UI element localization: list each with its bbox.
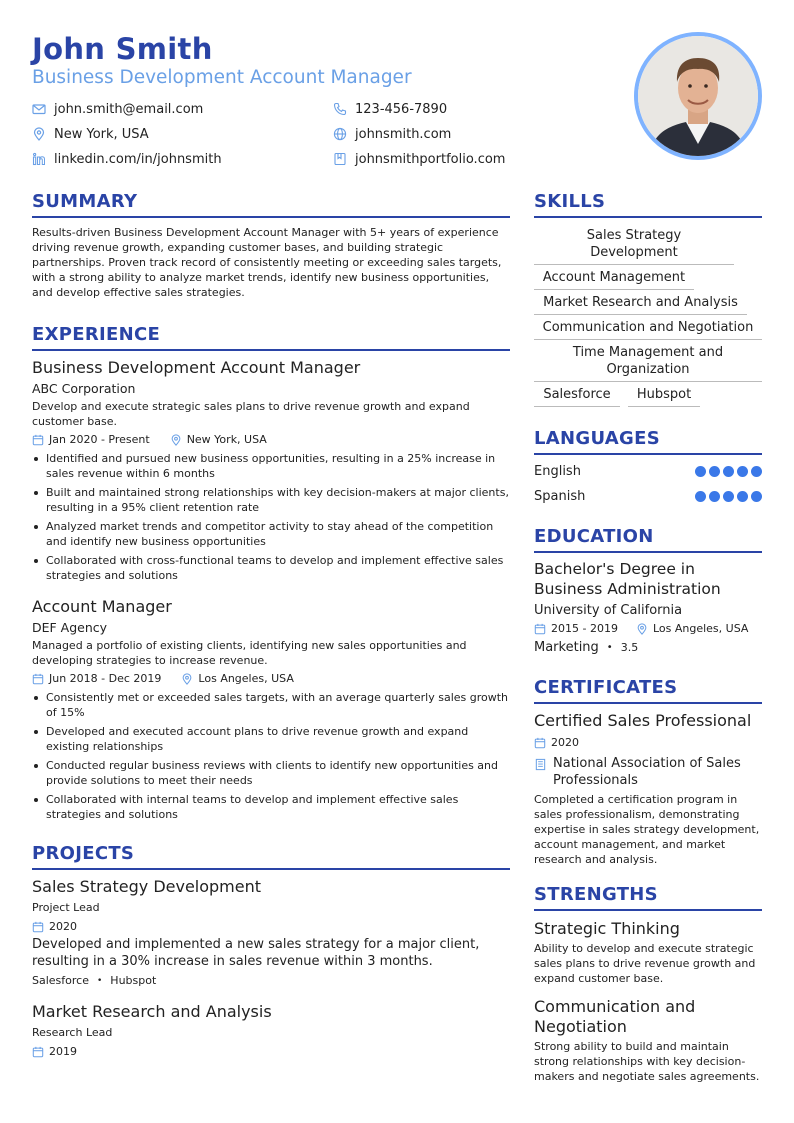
calendar-icon [534,623,546,635]
certificate-organization: National Association of Sales Professionals [553,756,741,788]
profile-photo [634,32,762,160]
summary-text: Results-driven Business Development Account Manager with 5+ years of experience driving revenue growth, expanding customer bases, and building strategic partnerships. Proven track record of consistently meeting or exceeding sales targets, with a strong ability to analyze market trends, identify new business opportunities, and develop effective sales strategies. [32,226,502,299]
strength-title: Communication and Negotiation [534,997,696,1036]
summary-heading: SUMMARY [32,190,510,218]
education-dates: 2015 - 2019 [551,622,618,635]
location-icon [32,127,46,141]
strength-title: Strategic Thinking [534,919,680,938]
project-entry [32,876,510,989]
job-dates: Jan 2020 - Present [49,433,150,446]
achievement-item: Collaborated with internal teams to develop and implement effective sales strategies and solutions [32,792,510,822]
location-icon [181,673,193,685]
job-description: Develop and execute strategic sales plans to drive revenue growth and expand customer base. [32,400,470,428]
achievement-item: Consistently met or exceeded sales targets, with an average quarterly sales growth of 15% [32,690,510,720]
side-column [534,190,762,1084]
education-major: Marketing • 3.5 [534,640,639,655]
avatar [638,36,758,156]
language-name: English [534,464,581,479]
project-meta [32,1044,510,1060]
certificates-heading: CERTIFICATES [534,676,762,704]
language-name: Spanish [534,489,586,504]
skill-tag: Communication and Negotiation [534,317,762,340]
education-section [534,525,762,657]
candidate-title: Business Development Account Manager [32,67,412,88]
proficiency-dot [709,466,720,477]
email-icon [32,102,46,116]
proficiency-dot [723,491,734,502]
strength-description: Ability to develop and execute strategic sales plans to drive revenue growth and expand customer base. [534,942,756,985]
job-meta [32,671,510,687]
contact-website[interactable] [333,125,451,143]
skills-section [534,190,762,409]
contact-portfolio[interactable] [333,150,505,168]
portfolio-text: johnsmithportfolio.com [355,151,506,167]
calendar-icon [534,737,546,749]
phone-text: 123-456-7890 [355,101,448,117]
summary-section [32,190,510,300]
gpa: 3.5 [620,641,639,654]
proficiency-dot [723,466,734,477]
achievement-item: Built and maintained strong relationships with key decision-makers at major clients, resulting in a 95% client retention rate [32,485,510,515]
job-entry [32,596,510,822]
calendar-icon [32,1046,44,1058]
achievement-item: Conducted regular business reviews with clients to identify new opportunities and provide solutions to meet their needs [32,758,510,788]
skill-tag: Account Management [534,267,694,290]
contact-info [32,98,612,174]
skill-tag: Sales Strategy Development [534,225,734,265]
job-dates: Jun 2018 - Dec 2019 [49,672,162,685]
job-achievements [32,451,510,583]
strengths-section [534,883,762,1084]
location-icon [636,623,648,635]
certificate-description: Completed a certification program in sales professionalism, demonstrating expertise in sales strategy development, account management, and market research and analysis. [534,793,760,866]
phone-icon [333,102,347,116]
projects-section [32,842,510,1060]
linkedin-text: linkedin.com/in/johnsmith [54,151,222,167]
project-meta [32,919,510,935]
calendar-icon [32,921,44,933]
project-tags: Salesforce • Hubspot [32,974,157,987]
languages-heading: LANGUAGES [534,427,762,455]
job-description: Managed a portfolio of existing clients, identifying new sales opportunities and developing strategies to increase revenue. [32,639,467,667]
achievement-item: Analyzed market trends and competitor activity to stay ahead of the competition and identify new business opportunities [32,519,510,549]
project-role: Research Lead [32,1026,113,1039]
certificates-section [534,676,762,867]
project-title: Sales Strategy Development [32,877,262,896]
location-icon [170,434,182,446]
linkedin-icon [32,152,46,166]
job-title: Business Development Account Manager [32,358,361,377]
education-meta [534,621,762,637]
resume-header [32,30,612,174]
project-tag: Hubspot [110,974,157,987]
contact-linkedin[interactable] [32,150,222,168]
candidate-name: John Smith [32,32,213,66]
achievement-item: Collaborated with cross-functional teams to develop and implement effective sales strategies and solutions [32,553,510,583]
strengths-heading: STRENGTHS [534,883,762,911]
skill-tag: Time Management and Organization [534,342,762,382]
education-location: Los Angeles, USA [652,622,749,635]
skills-heading: SKILLS [534,190,762,218]
main-column [32,190,510,1060]
projects-heading: PROJECTS [32,842,510,870]
language-row [534,459,762,484]
building-icon [534,758,547,771]
proficiency-dot [695,466,706,477]
certificate-year: 2020 [551,736,579,749]
job-entry [32,357,510,583]
achievement-item: Identified and pursued new business opportunities, resulting in a 25% increase in sales revenue within 6 months [32,451,510,481]
proficiency-dot [695,491,706,502]
proficiency-dot [751,466,762,477]
contact-location [32,125,149,143]
globe-icon [333,127,347,141]
university: University of California [534,603,683,618]
portfolio-icon [333,152,347,166]
major: Marketing [534,640,599,655]
certificate-issuer [534,755,762,789]
proficiency-dot [737,466,748,477]
skill-tag: Hubspot [628,384,700,407]
contact-phone[interactable] [333,100,447,118]
job-achievements [32,690,510,822]
experience-heading: EXPERIENCE [32,323,510,351]
proficiency-dot [737,491,748,502]
languages-list [534,459,762,509]
project-role: Project Lead [32,901,100,914]
job-location: Los Angeles, USA [198,672,294,685]
education-heading: EDUCATION [534,525,762,553]
achievement-item: Developed and executed account plans to drive revenue growth and expand existing relationships [32,724,510,754]
language-level [692,491,762,502]
language-level [692,466,762,477]
email-text: john.smith@email.com [54,101,204,117]
project-title: Market Research and Analysis [32,1002,272,1021]
job-location: New York, USA [186,433,267,446]
project-tag: Salesforce [32,974,89,987]
skill-tag: Salesforce [534,384,620,407]
calendar-icon [32,434,44,446]
project-entry [32,1001,510,1060]
language-row [534,484,762,509]
job-title: Account Manager [32,597,172,616]
skill-tag: Market Research and Analysis [534,292,747,315]
certificate-meta [534,735,762,751]
certificate-title: Certified Sales Professional [534,711,752,730]
strength-description: Strong ability to build and maintain strong relationships with key decision-makers and negotiate sales agreements. [534,1040,760,1083]
languages-section [534,427,762,509]
proficiency-dot [709,491,720,502]
degree: Bachelor's Degree in Business Administration [534,560,721,598]
contact-email[interactable] [32,100,203,118]
project-year: 2019 [49,1045,77,1058]
website-text: johnsmith.com [355,126,452,142]
job-meta [32,432,510,448]
project-description: Developed and implemented a new sales strategy for a major client, resulting in a 30% increase in sales revenue within 3 months. [32,937,480,969]
calendar-icon [32,673,44,685]
proficiency-dot [751,491,762,502]
experience-section [32,323,510,822]
job-company: ABC Corporation [32,381,136,396]
job-company: DEF Agency [32,620,108,635]
skills-list [534,225,762,409]
project-year: 2020 [49,920,77,933]
location-text: New York, USA [54,126,149,142]
